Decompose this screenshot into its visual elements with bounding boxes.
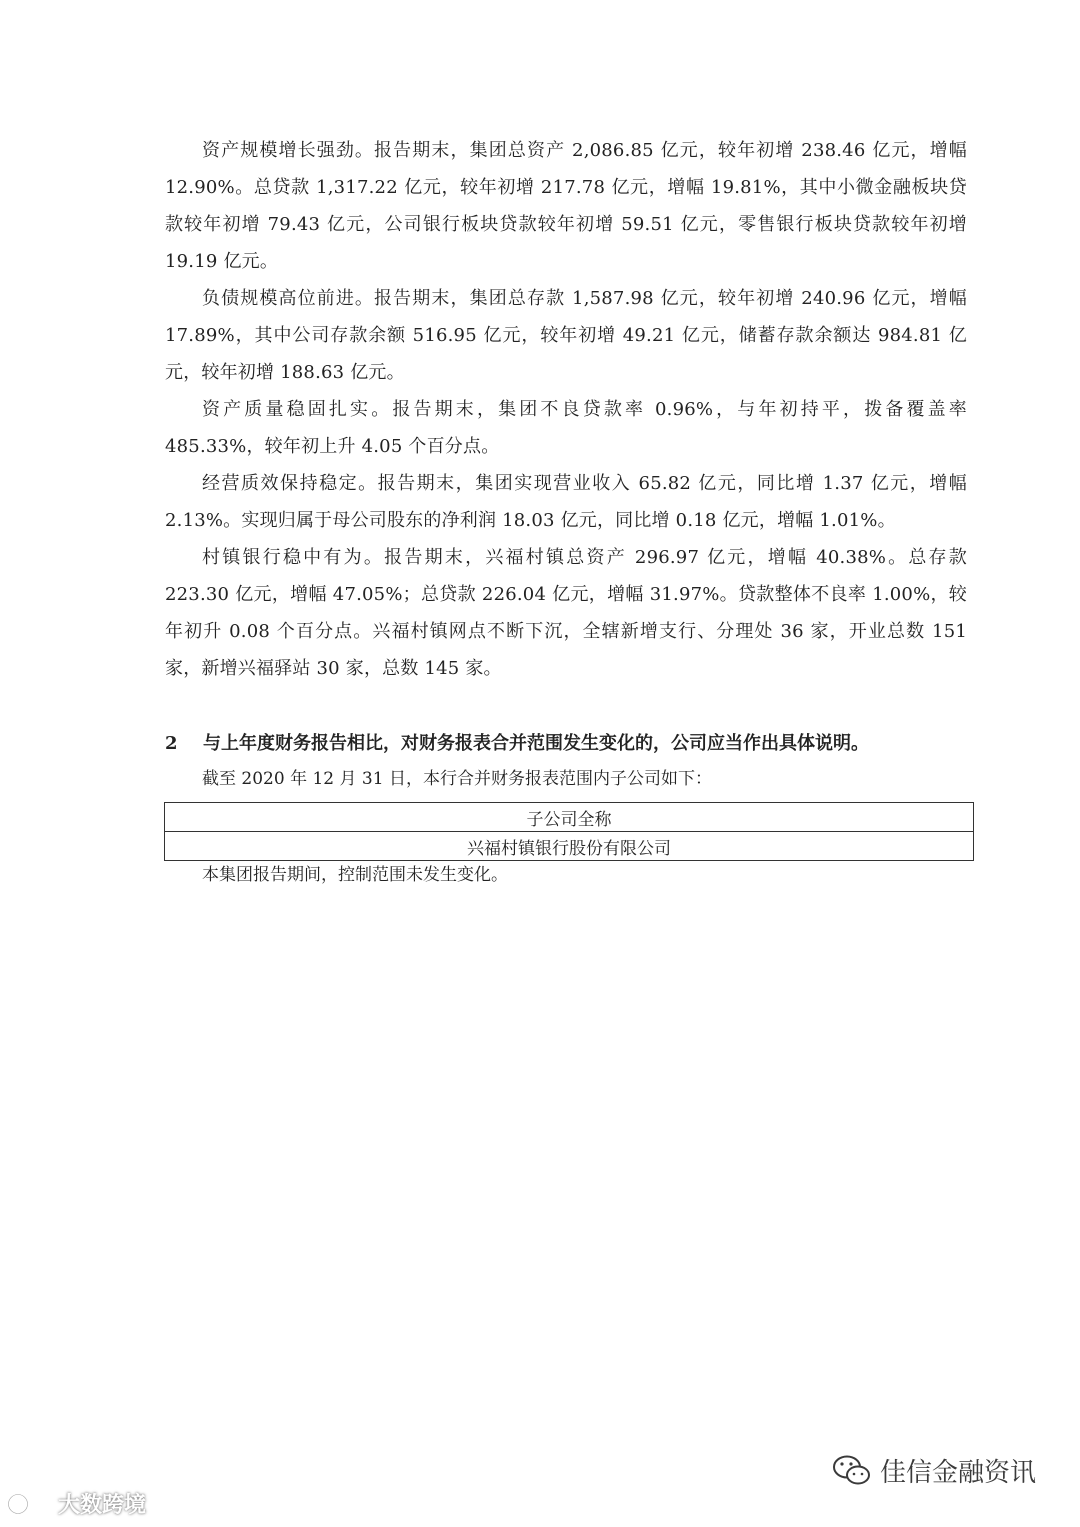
table-row [165,832,974,861]
section-number: 2 [165,733,178,754]
watermark-left-text: 大数跨境 [58,1493,147,1518]
watermark-right [832,1452,1036,1489]
dashuju-logo-icon [8,1491,54,1517]
section-note: 本集团报告期间，控制范围未发生变化。 [202,865,508,885]
watermark-right-text: 佳信金融资讯 [880,1458,1037,1488]
subsidiary-table [164,802,974,861]
section-intro: 截至 2020 年 12 月 31 日，本行合并财务报表范围内子公司如下： [202,769,712,789]
table-header-row [165,803,974,832]
paragraph-liabilities: 负债规模高位前进。报告期末，集团总存款 1,587.98 亿元，较年初增 240.96 亿元，增幅17.89%，其中公司存款余额 516.95 亿元，较年初增 49.21 亿元，储蓄存款余额达 984.81 亿元，较年初增 188.63 亿元。 [165,288,967,383]
table-header-cell: 子公司全称 [165,803,974,832]
watermark-left [8,1488,146,1519]
section-heading [165,726,975,762]
section-title: 与上年度财务报告相比，对财务报表合并范围发生变化的，公司应当作出具体说明。 [203,733,869,754]
paragraph-operations: 经营质效保持稳定。报告期末，集团实现营业收入 65.82 亿元，同比增 1.37 亿元，增幅 2.13%。实现归属于母公司股东的净利润 18.03 亿元，同比增 0.18 亿元，增幅 1.01%。 [165,473,967,531]
paragraph-village-bank: 村镇银行稳中有为。报告期末，兴福村镇总资产 296.97 亿元，增幅 40.38%。总存款 223.30 亿元，增幅 47.05%；总贷款 226.04 亿元，增幅 31.97%。贷款整体不良率 1.00%，较年初升 0.08 个百分点。兴福村镇网点不断下沉，全辖新增支行、分理处 36 家，开业总数 151 家，新增兴福驿站 30 家，总数 145 家。 [165,547,967,679]
paragraph-asset-quality: 资产质量稳固扎实。报告期末，集团不良贷款率 0.96%，与年初持平，拨备覆盖率 485.33%，较年初上升 4.05 个百分点。 [165,399,967,457]
paragraph-assets: 资产规模增长强劲。报告期末，集团总资产 2,086.85 亿元，较年初增 238.46 亿元，增幅12.90%。总贷款 1,317.22 亿元，较年初增 217.78 亿元，增幅 19.81%，其中小微金融板块贷款较年初增 79.43 亿元，公司银行板块贷款较年初增 59.51 亿元，零售银行板块贷款较年初增 19.19 亿元。 [165,140,967,272]
wechat-icon [832,1454,872,1488]
table-cell: 兴福村镇银行股份有限公司 [165,832,974,861]
body-text [165,132,967,687]
